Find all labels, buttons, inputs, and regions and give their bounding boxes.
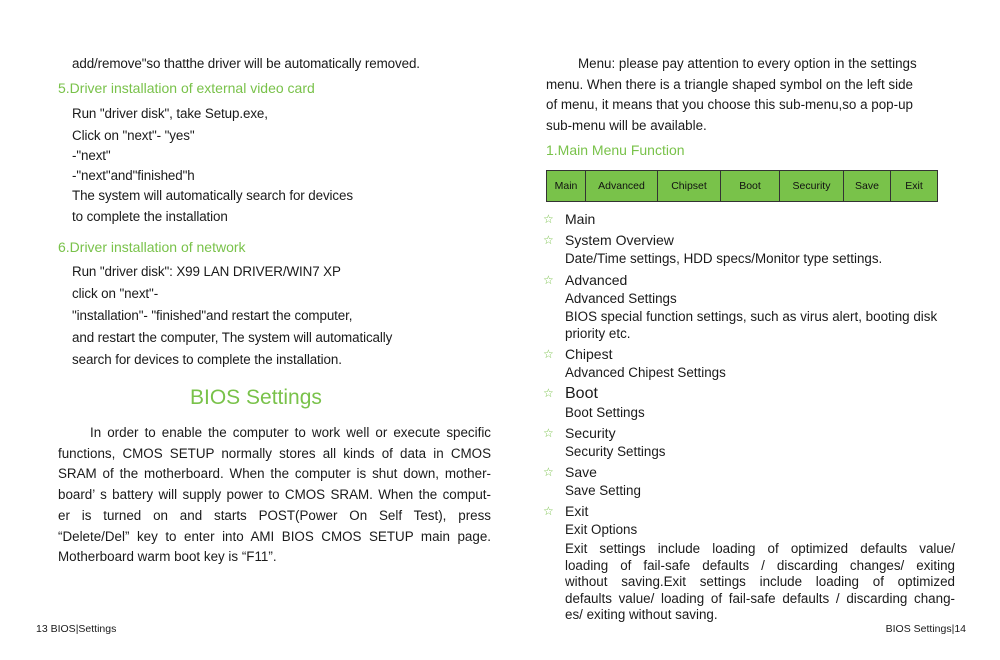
star-bullet-icon: ☆ — [543, 504, 554, 518]
menu-entry-title: Boot — [565, 385, 598, 402]
menu-intro-paragraph — [546, 54, 940, 136]
intro-line: sub-menu will be available. — [546, 117, 707, 133]
section-6-line: click on "next"- — [72, 286, 159, 301]
menu-entry-line: Advanced Chipest Settings — [565, 365, 726, 380]
star-bullet-icon: ☆ — [543, 212, 554, 226]
paragraph-line: Motherboard warm boot key is “F11”. — [58, 549, 277, 565]
section-5-line: -"next"and"finished"h — [72, 168, 195, 183]
star-bullet-icon: ☆ — [543, 465, 554, 479]
section-6-line: search for devices to complete the installation. — [72, 352, 342, 367]
left-page-footer: 13 BIOS|Settings — [36, 623, 117, 635]
right-page-footer: BIOS Settings|14 — [885, 623, 966, 635]
section-5-line: Run "driver disk", take Setup.exe, — [72, 106, 268, 121]
exit-description-line: Exit settings include loading of optimized defaults value/ — [565, 541, 955, 556]
menu-entry-main — [543, 210, 958, 229]
menu-entry-exit — [543, 502, 958, 539]
menu-entry-line: Date/Time settings, HDD specs/Monitor type settings. — [565, 251, 883, 266]
menu-entry-chipest — [543, 345, 958, 382]
bios-settings-title: BIOS Settings — [190, 386, 322, 409]
section-5-heading: 5.Driver installation of external video card — [58, 80, 315, 96]
exit-description-line: es/ exiting without saving. — [565, 607, 718, 622]
menu-entry-save — [543, 463, 958, 500]
menu-entry-advanced — [543, 271, 958, 342]
menu-entry-title: Main — [565, 211, 596, 227]
section-6-heading: 6.Driver installation of network — [58, 239, 246, 255]
menu-entry-title: Chipest — [565, 346, 613, 362]
bios-menu-bar — [546, 170, 938, 202]
menu-entry-boot — [543, 384, 958, 422]
menu-tab-save: Save — [844, 171, 891, 201]
paragraph-line: er is turned on and starts POST(Power On Self Test), press — [58, 507, 491, 523]
star-bullet-icon: ☆ — [543, 347, 554, 361]
intro-line: Menu: please pay attention to every option in the settings — [578, 56, 917, 71]
continued-line: add/remove"so thatthe driver will be automatically removed. — [72, 56, 420, 71]
paragraph-line: In order to enable the computer to work well or execute specific — [90, 425, 491, 440]
star-bullet-icon: ☆ — [543, 386, 554, 400]
star-bullet-icon: ☆ — [543, 426, 554, 440]
menu-entry-title: Advanced — [565, 272, 628, 288]
menu-entry-line: Exit Options — [565, 522, 638, 537]
section-5-line: Click on "next"- "yes" — [72, 128, 195, 143]
paragraph-line: “Delete/Del” key to enter into AMI BIOS CMOS SETUP main page. — [58, 528, 491, 544]
star-bullet-icon: ☆ — [543, 273, 554, 287]
menu-entry-line: Boot Settings — [565, 405, 645, 420]
menu-tab-security: Security — [780, 171, 844, 201]
paragraph-line: board’ s battery will supply power to CMOS SRAM. When the comput- — [58, 487, 491, 503]
menu-tab-advanced: Advanced — [586, 171, 658, 201]
menu-entry-line: BIOS special function settings, such as virus alert, booting disk — [565, 309, 938, 324]
section-6-line: and restart the computer, The system will automatically — [72, 330, 393, 345]
section-5-line: to complete the installation — [72, 209, 228, 224]
menu-tab-main: Main — [547, 171, 586, 201]
menu-entry-line: priority etc. — [565, 326, 631, 341]
menu-entry-title: Save — [565, 464, 597, 480]
main-menu-function-heading: 1.Main Menu Function — [546, 142, 685, 158]
menu-entry-title: System Overview — [565, 232, 674, 248]
exit-description-line: defaults value/ loading of fail-safe defaults / discarding chang- — [565, 590, 955, 606]
menu-entry-security — [543, 424, 958, 461]
paragraph-line: functions, CMOS SETUP normally stores all kinds of data in CMOS — [58, 445, 491, 461]
menu-function-list — [543, 210, 958, 539]
section-5-line: -"next" — [72, 148, 111, 163]
exit-description-line: without saving.Exit settings include loading of optimized — [565, 574, 955, 589]
bios-intro-paragraph — [58, 423, 491, 568]
menu-entry-line: Security Settings — [565, 444, 666, 459]
menu-entry-title: Exit — [565, 503, 589, 519]
paragraph-line: SRAM of the motherboard. When the computer is shut down, mother- — [58, 466, 491, 482]
intro-line: menu. When there is a triangle shaped symbol on the left side — [546, 76, 913, 92]
menu-entry-title: Security — [565, 425, 616, 441]
intro-line: of menu, it means that you choose this sub-menu,so a pop-up — [546, 97, 913, 113]
section-6-line: "installation"- "finished"and restart the computer, — [72, 308, 353, 323]
section-6-line: Run "driver disk": X99 LAN DRIVER/WIN7 XP — [72, 264, 341, 279]
star-bullet-icon: ☆ — [543, 233, 554, 247]
exit-description — [565, 541, 955, 624]
menu-entry-system-overview — [543, 231, 958, 268]
menu-tab-exit: Exit — [891, 171, 937, 201]
exit-description-line: loading of fail-safe defaults / discarding changes/ exiting — [565, 557, 955, 573]
menu-tab-boot: Boot — [721, 171, 780, 201]
menu-entry-line: Save Setting — [565, 483, 641, 498]
menu-tab-chipset: Chipset — [658, 171, 721, 201]
section-5-line: The system will automatically search for devices — [72, 188, 353, 203]
menu-entry-line: Advanced Settings — [565, 291, 677, 306]
